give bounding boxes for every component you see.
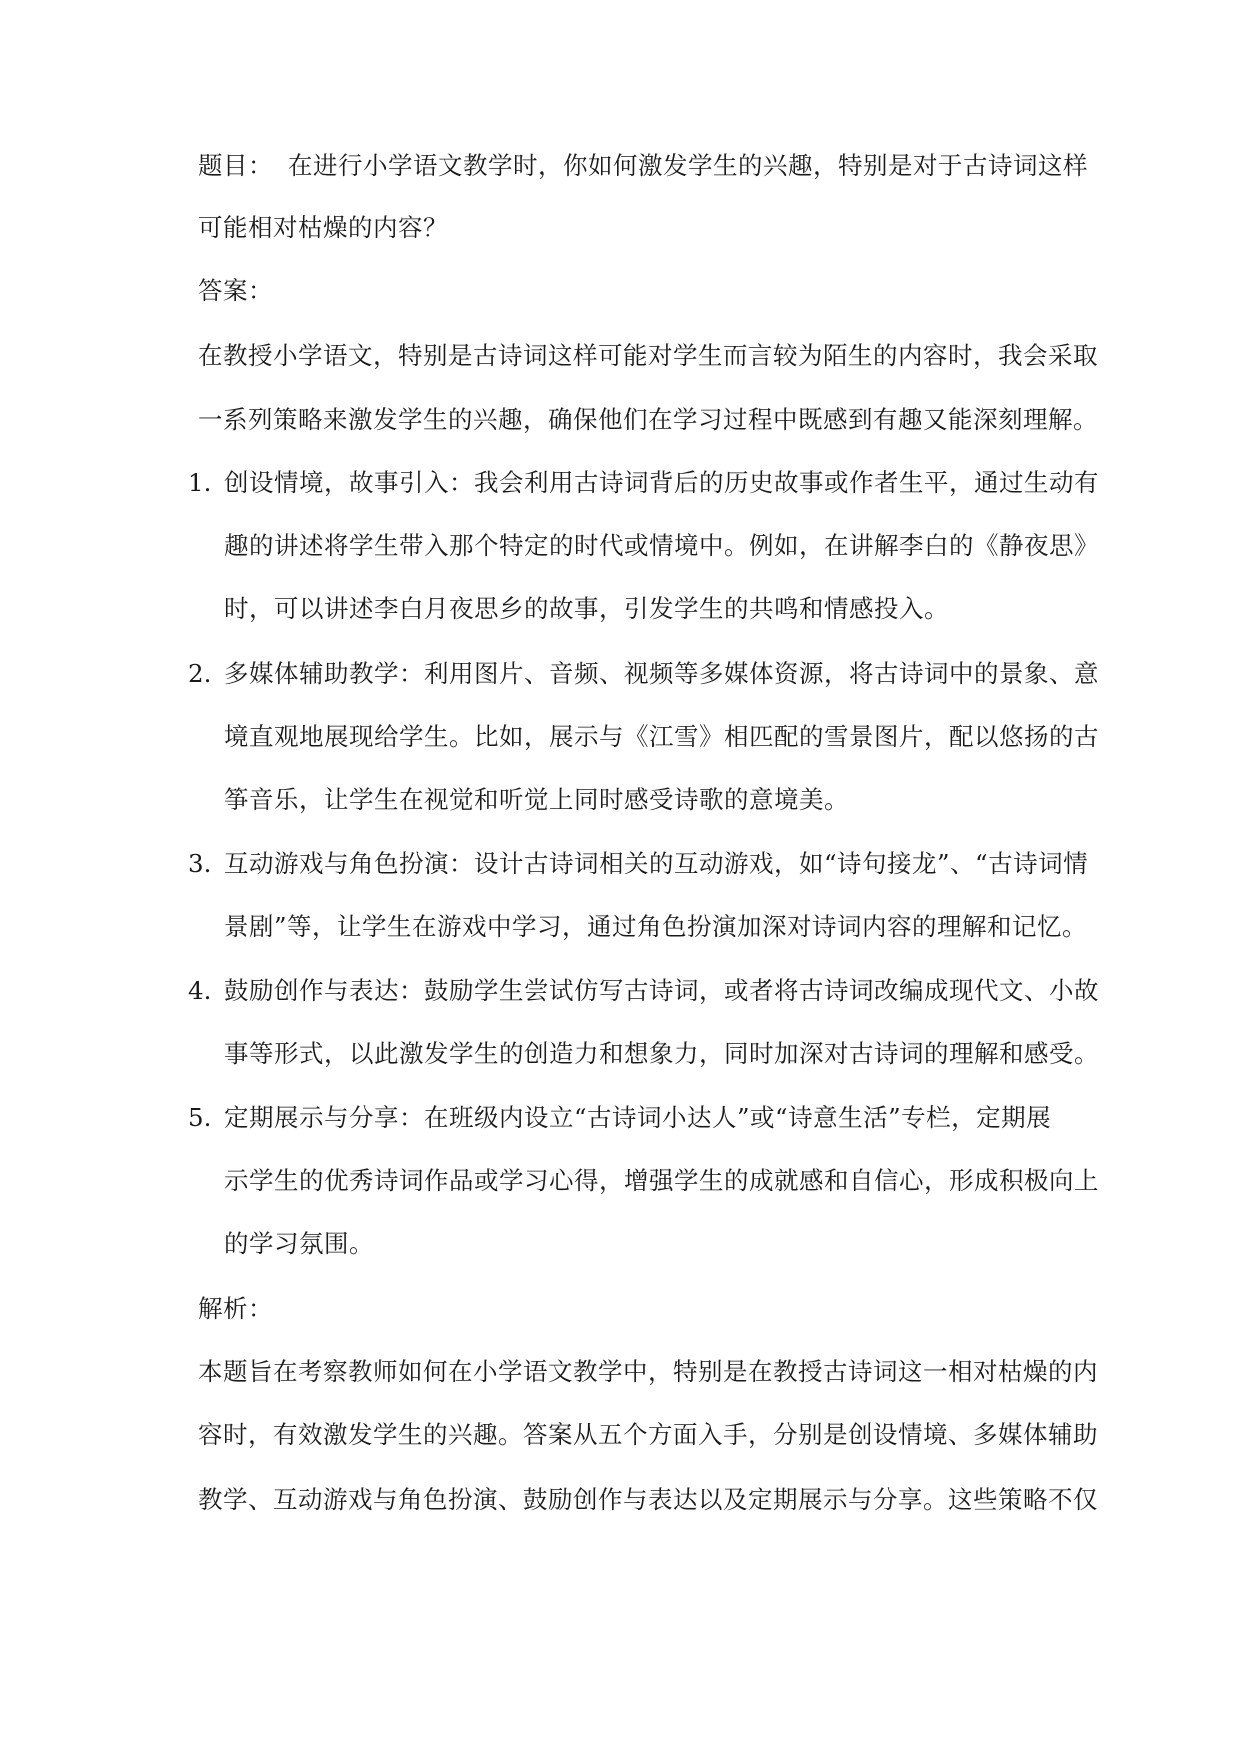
- list-item-line: 筝音乐，让学生在视觉和听觉上同时感受诗歌的意境美。: [224, 785, 849, 814]
- list-item-number: 3.: [188, 849, 212, 878]
- question-label: 题目：: [198, 151, 273, 180]
- list-item-line: 时，可以讲述李白月夜思乡的故事，引发学生的共鸣和情感投入。: [224, 594, 949, 623]
- answer-intro-line-1: 在教授小学语文，特别是古诗词这样可能对学生而言较为陌生的内容时，我会采取: [198, 341, 1098, 370]
- analysis-line-1: 本题旨在考察教师如何在小学语文教学中，特别是在教授古诗词这一相对枯燥的内: [198, 1357, 1098, 1386]
- list-item-line: 示学生的优秀诗词作品或学习心得，增强学生的成就感和自信心，形成积极向上: [224, 1166, 1099, 1195]
- list-item-line: 事等形式，以此激发学生的创造力和想象力，同时加深对古诗词的理解和感受。: [224, 1039, 1099, 1068]
- list-item-line: 互动游戏与角色扮演：设计古诗词相关的互动游戏，如“诗句接龙”、“古诗词情: [224, 849, 1089, 878]
- analysis-label: 解析：: [198, 1294, 273, 1323]
- list-item-line: 鼓励创作与表达：鼓励学生尝试仿写古诗词，或者将古诗词改编成现代文、小故: [224, 976, 1099, 1005]
- list-item-number: 5.: [188, 1103, 212, 1132]
- analysis-line-3: 教学、互动游戏与角色扮演、鼓励创作与表达以及定期展示与分享。这些策略不仅: [198, 1485, 1098, 1514]
- analysis-line-2: 容时，有效激发学生的兴趣。答案从五个方面入手，分别是创设情境、多媒体辅助: [198, 1420, 1098, 1449]
- list-item-line: 趣的讲述将学生带入那个特定的时代或情境中。例如，在讲解李白的《静夜思》: [224, 531, 1099, 560]
- list-item-line: 多媒体辅助教学：利用图片、音频、视频等多媒体资源，将古诗词中的景象、意: [224, 659, 1099, 688]
- answer-label: 答案：: [198, 276, 273, 305]
- list-item-number: 2.: [188, 659, 212, 688]
- list-item-line: 的学习氛围。: [224, 1229, 374, 1258]
- list-item-line: 景剧”等，让学生在游戏中学习，通过角色扮演加深对诗词内容的理解和记忆。: [224, 912, 1088, 941]
- question-text-line-1: 在进行小学语文教学时，你如何激发学生的兴趣，特别是对于古诗词这样: [288, 151, 1088, 180]
- list-item-line: 定期展示与分享：在班级内设立“古诗词小达人”或“诗意生活”专栏，定期展: [224, 1103, 1052, 1132]
- answer-intro-line-2: 一系列策略来激发学生的兴趣，确保他们在学习过程中既感到有趣又能深刻理解。: [198, 405, 1098, 434]
- list-item-number: 4.: [188, 976, 212, 1005]
- list-item-number: 1.: [188, 468, 212, 497]
- question-text-line-2: 可能相对枯燥的内容？: [198, 213, 448, 242]
- list-item-line: 境直观地展现给学生。比如，展示与《江雪》相匹配的雪景图片，配以悠扬的古: [224, 722, 1099, 751]
- list-item-line: 创设情境，故事引入：我会利用古诗词背后的历史故事或作者生平，通过生动有: [224, 468, 1099, 497]
